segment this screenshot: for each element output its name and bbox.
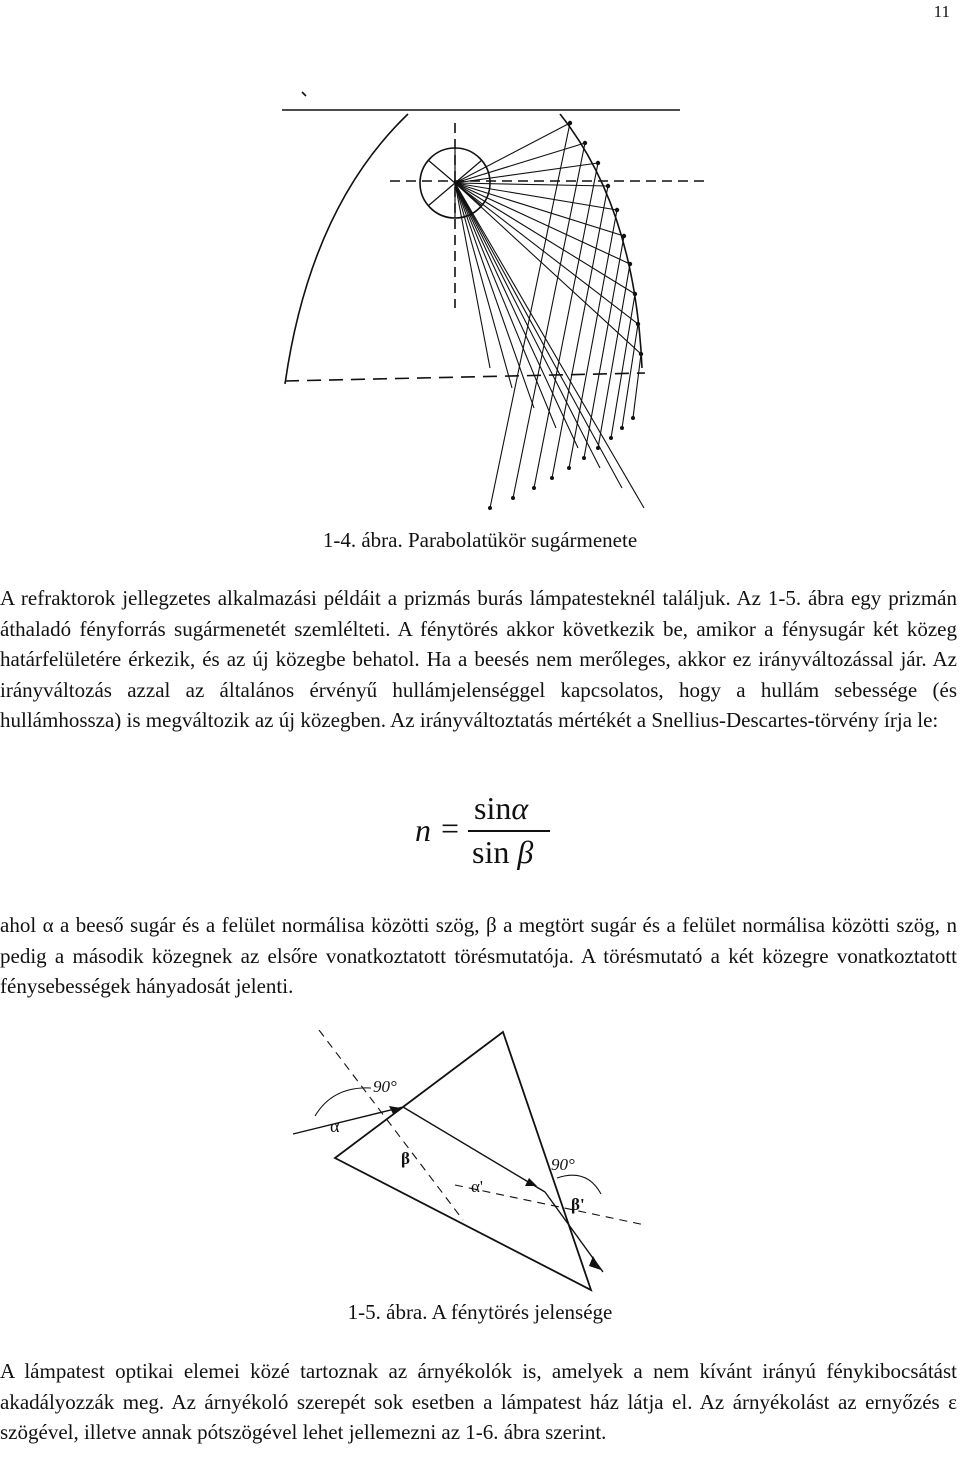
prism-refraction-figure (275, 1030, 675, 1300)
paragraph-refraction-intro: A refraktorok jellegzetes alkalmazási példáit a prizmás burás lámpatesteknél találjuk. Az 1-5. ábra egy prizmán áthaladó fényforrás sugármenetét szemlélteti. A fénytörés akkor következik be, amikor a fénysugár két közeg határfelületére érkezik, és az új közegbe behatol. Ha a beesés nem merőleges, akkor ez irányváltozással jár. Az irányváltozás azzal az általános érvényű hullámjelenséggel kapcsolatos, hogy a hullám sebessége (és hullámhossza) is megváltozik az új közegben. Az irányváltoztatás mértékét a Snellius-Descartes-törvény írja le: (0, 586, 957, 732)
fraction-bar (468, 830, 550, 832)
formula-n: n (415, 812, 431, 848)
snell-formula (410, 790, 560, 880)
label-alpha-prime: α' (471, 1177, 483, 1196)
formula-equals: = (441, 810, 460, 846)
figure-1-4-caption: 1-4. ábra. Parabolatükör sugármenete (322, 528, 638, 552)
label-alpha: α (330, 1116, 340, 1136)
label-beta: β (401, 1149, 410, 1168)
parabolic-mirror-figure (240, 68, 720, 528)
label-angle-90-right: 90° (551, 1155, 575, 1174)
paragraph-shading: A lámpatest optikai elemei közé tartoznak az árnyékolók is, amelyek a nem kívánt irányú fénykibocsátást akadályozzák meg. Az árnyékoló szerepét sok esetben a lámpatest ház látja el. Az árnyékolást az ernyőzés ε szögével, illetve annak pótszögével lehet jellemezni az 1-6. ábra szerint. (0, 1359, 957, 1444)
formula-numerator: sinα (474, 790, 529, 826)
label-beta-prime: β' (571, 1195, 585, 1214)
formula-denominator: sin β (472, 834, 534, 870)
label-angle-90-left: 90° (373, 1077, 397, 1096)
paragraph-angle-definitions: ahol α a beeső sugár és a felület normálisa közötti szög, β a megtört sugár és a felület normálisa közötti szög, n pedig a második közegnek az elsőre vonatkoztatott törésmutatója. A törésmutató a két közegre vonatkoztatott fénysebességek hányadosát jelenti. (0, 913, 957, 998)
page-number: 11 (933, 2, 950, 21)
figure-1-5-caption: 1-5. ábra. A fénytörés jelensége (347, 1300, 613, 1324)
